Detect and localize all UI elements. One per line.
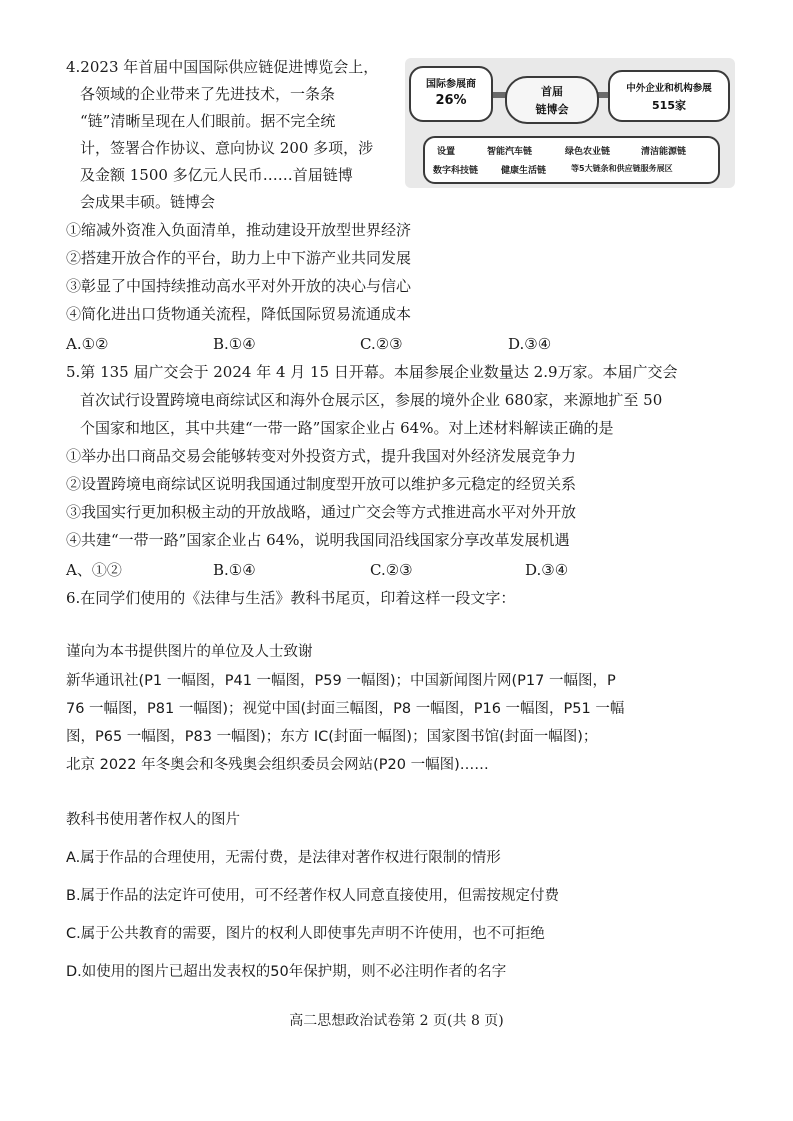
q4-line-4: 计，签署合作协议、意向协议 200 多项，涉	[80, 139, 374, 157]
exhibitors-count-label: 中外企业和机构参展	[626, 83, 712, 94]
q5-line-3: 个国家和地区，其中共建“一带一路”国家企业占 64%。对上述材料解读正确的是	[80, 419, 614, 437]
expo-figure	[405, 58, 735, 188]
exhibitors-count-pill	[608, 70, 730, 122]
expo-center-pill	[505, 76, 599, 124]
chain-categories-box	[423, 136, 720, 184]
chain-cat-7: 等5大链条和供应链服务展区	[571, 164, 673, 173]
q4-statement-4: ④简化进出口货物通关流程，降低国际贸易流通成本	[66, 305, 412, 323]
q5-statement-4: ④共建“一带一路”国家企业占 64%，说明我国同沿线国家分享改革发展机遇	[66, 531, 570, 549]
q6-option-a[interactable]: A.属于作品的合理使用，无需付费，是法律对著作权进行限制的情形	[66, 850, 501, 866]
q4-option-d[interactable]: D.③④	[508, 335, 552, 353]
q6-intro: 6.在同学们使用的《法律与生活》教科书尾页，印着这样一段文字：	[66, 589, 516, 607]
chain-cat-6: 健康生活链	[501, 166, 547, 176]
q5-option-c[interactable]: C.②③	[370, 561, 413, 579]
q5-option-b[interactable]: B.①④	[213, 561, 256, 579]
intl-exhibitor-value: 26%	[435, 93, 467, 108]
q6-option-c[interactable]: C.属于公共教育的需要，图片的权利人即使事先声明不许使用，也不可拒绝	[66, 926, 545, 942]
q5-statement-2: ②设置跨境电商综试区说明我国通过制度型开放可以维护多元稳定的经贸关系	[66, 475, 577, 493]
q4-option-c[interactable]: C.②③	[360, 335, 403, 353]
q6-quote-line-2: 新华通讯社(P1 一幅图，P41 一幅图，P59 一幅图)；中国新闻图片网(P17 一幅图，P	[66, 673, 616, 689]
q4-line-6: 会成果丰硕。链博会	[80, 193, 216, 211]
intl-exhibitor-pill	[409, 66, 493, 122]
q5-line-1: 5.第 135 届广交会于 2024 年 4 月 15 日开幕。本届参展企业数量达 2.9万家。本届广交会	[66, 363, 678, 381]
q4-line-3: “链”清晰呈现在人们眼前。据不完全统	[80, 112, 336, 130]
q5-option-d[interactable]: D.③④	[525, 561, 569, 579]
q4-line-1: 4.2023 年首届中国国际供应链促进博览会上，	[66, 58, 379, 76]
page-footer: 高二思想政治试卷第 2 页(共 8 页)	[289, 1013, 504, 1029]
q6-quote-line-3: 76 一幅图，P81 一幅图)；视觉中国(封面三幅图，P8 一幅图，P16 一幅图，P51 一幅	[66, 701, 625, 717]
expo-center-line2: 链博会	[535, 103, 569, 116]
q4-line-5: 及金额 1500 多亿元人民币……首届链博	[80, 166, 353, 184]
exhibitors-count-value: 515家	[652, 99, 686, 112]
q4-line-2: 各领域的企业带来了先进技术，一条条	[80, 85, 336, 103]
q6-quote-line-5: 北京 2022 年冬奥会和冬残奥会组织委员会网站(P20 一幅图)……	[66, 757, 489, 773]
q4-option-a[interactable]: A.①②	[66, 335, 109, 353]
q5-statement-1: ①举办出口商品交易会能够转变对外投资方式，提升我国对外经济发展竞争力	[66, 447, 577, 465]
q4-statement-1: ①缩减外资准入负面清单，推动建设开放型世界经济	[66, 221, 412, 239]
q6-quote-line-1: 谨向为本书提供图片的单位及人士致谢	[66, 644, 313, 660]
q4-statement-3: ③彰显了中国持续推动高水平对外开放的决心与信心	[66, 277, 412, 295]
q6-stem: 教科书使用著作权人的图片	[66, 812, 240, 828]
q6-option-b[interactable]: B.属于作品的法定许可使用，可不经著作权人同意直接使用，但需按规定付费	[66, 888, 560, 904]
chain-cat-4: 清洁能源链	[641, 147, 687, 157]
intl-exhibitor-label: 国际参展商	[426, 79, 476, 90]
q4-option-b[interactable]: B.①④	[213, 335, 256, 353]
q4-statement-2: ②搭建开放合作的平台，助力上中下游产业共同发展	[66, 249, 412, 267]
chain-cat-2: 智能汽车链	[487, 147, 533, 157]
q6-option-d[interactable]: D.如使用的图片已超出发表权的50年保护期，则不必注明作者的名字	[66, 964, 507, 980]
q5-option-a[interactable]: A、①②	[66, 561, 122, 579]
q6-quote-line-4: 图，P65 一幅图，P83 一幅图)；东方 IC(封面一幅图)；国家图书馆(封面一幅图)；	[66, 729, 598, 745]
chain-cat-1: 设置	[437, 147, 456, 157]
expo-center-line1: 首届	[541, 85, 563, 98]
chain-cat-5: 数字科技链	[433, 166, 479, 176]
chain-cat-3: 绿色农业链	[565, 147, 611, 157]
q5-line-2: 首次试行设置跨境电商综试区和海外仓展示区，参展的境外企业 680家，来源地扩至 50	[80, 391, 663, 409]
q5-statement-3: ③我国实行更加积极主动的开放战略，通过广交会等方式推进高水平对外开放	[66, 503, 577, 521]
